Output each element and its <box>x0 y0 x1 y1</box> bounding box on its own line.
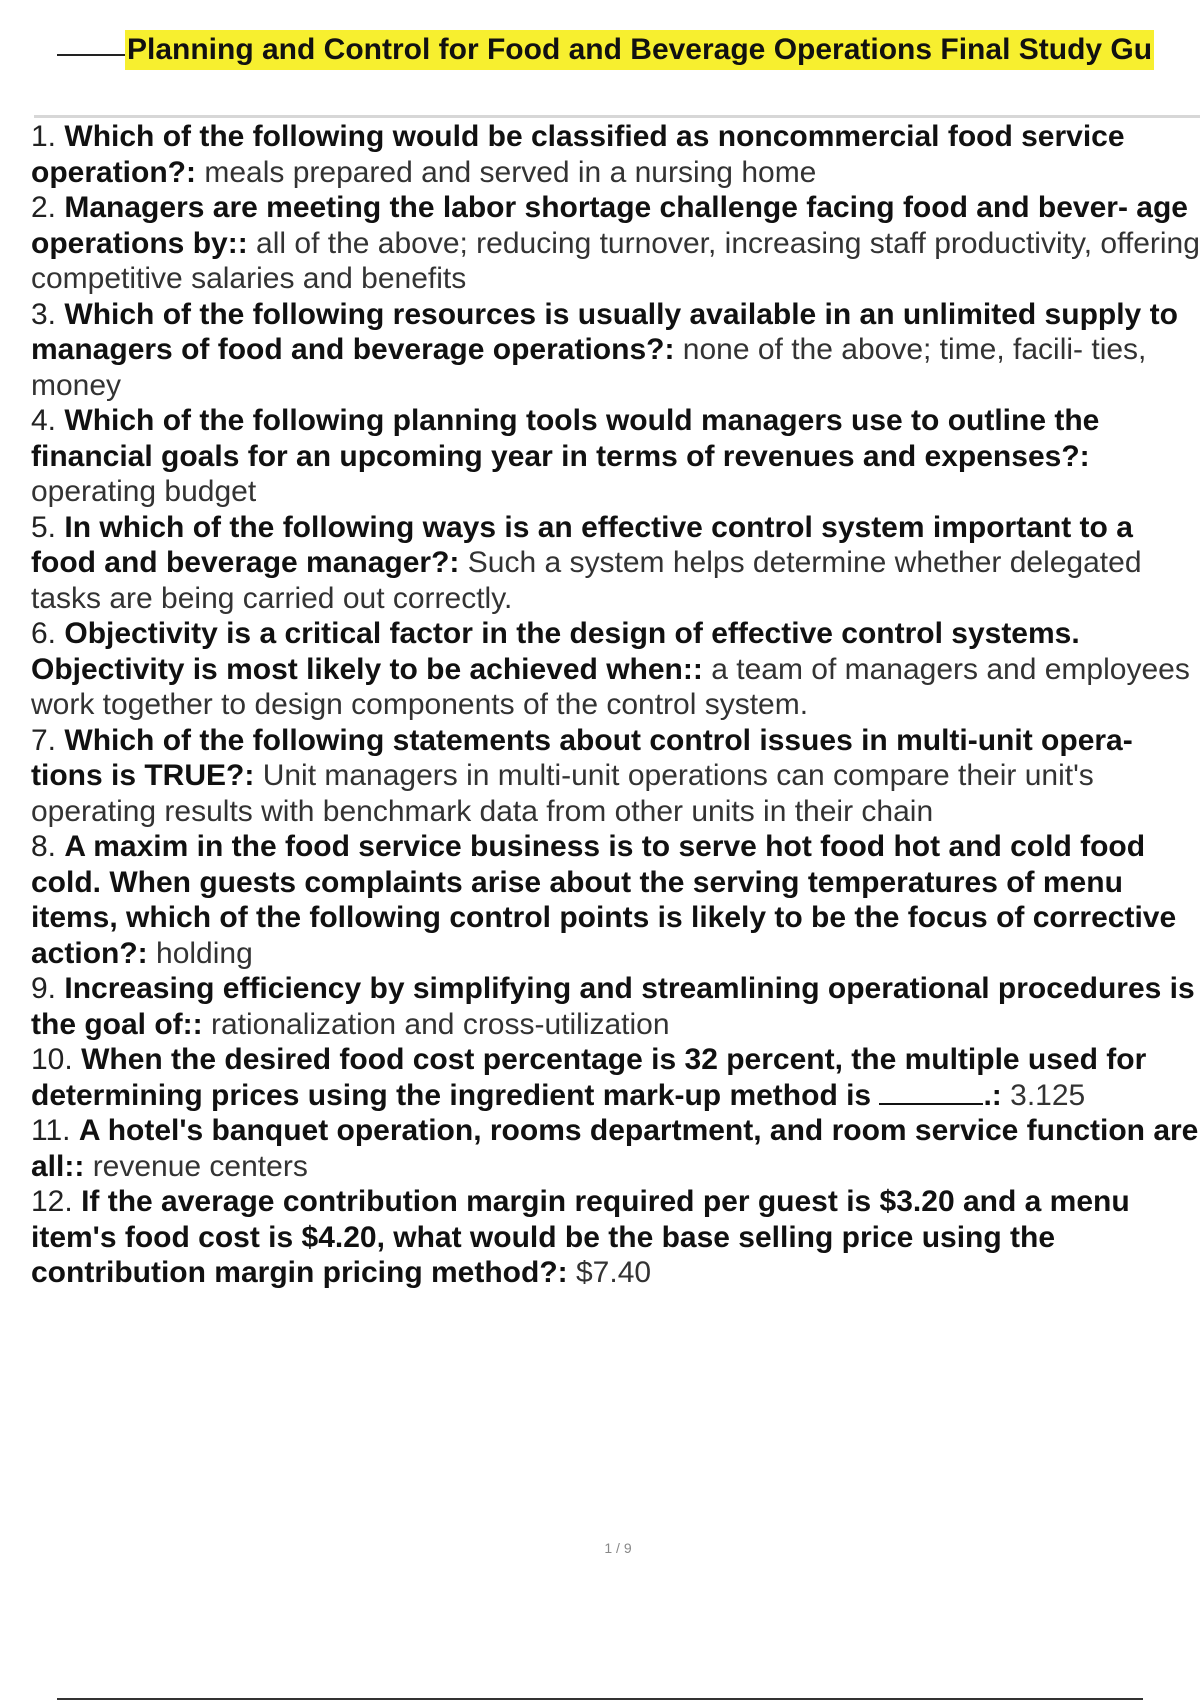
question-text: A hotel's banquet operation, rooms department, and room service function are all:: <box>31 1114 1199 1183</box>
answer-text: Unit managers in multi-unit operations can compare their unit's operating results with benchmark data from other units in their chain <box>31 759 1094 828</box>
item-number: 12. <box>31 1185 73 1218</box>
answer-text: $7.40 <box>575 1256 652 1289</box>
qa-item-7 <box>31 723 1200 830</box>
item-number: 8. <box>31 830 57 863</box>
qa-list <box>31 119 1200 1291</box>
question-suffix: .: <box>983 1078 1002 1112</box>
question-text: Which of the following resources is usually available in an unlimited supply to managers of food and beverage operations?: <box>31 297 1178 366</box>
qa-item-5 <box>31 510 1200 617</box>
document-title: Planning and Control for Food and Beverage Operations Final Study Gu <box>125 30 1154 70</box>
question-text: Which of the following statements about control issues in multi-unit opera- tions is TRUE?: <box>31 723 1133 792</box>
question-text: Which of the following would be classified as noncommercial food service operation?: <box>31 120 1125 189</box>
question-text: Which of the following planning tools would managers use to outline the financial goals for an upcoming year in terms of revenues and expenses?: <box>31 404 1100 473</box>
qa-item-10 <box>31 1042 1200 1113</box>
page-number: 1 / 9 <box>604 1540 632 1556</box>
question-text: When the desired food cost percentage is 32 percent, the multiple used for determining prices using the ingredient mark-up method is <box>31 1043 1147 1112</box>
qa-item-9 <box>31 971 1200 1042</box>
item-number: 3. <box>31 297 57 331</box>
qa-item-2 <box>31 190 1200 297</box>
answer-text: none of the above; time, facili- ties, money <box>31 333 1147 402</box>
answer-text: meals prepared and served in a nursing home <box>204 155 817 189</box>
qa-item-6 <box>31 616 1200 723</box>
question-text: Managers are meeting the labor shortage challenge facing food and bever- age operations by:: <box>31 191 1188 260</box>
question-text: Increasing efficiency by simplifying and streamlining operational procedures is the goal of:: <box>31 972 1195 1041</box>
question-text: Objectivity is a critical factor in the design of effective control systems. Objectivity is most likely to be achieved when:: <box>31 617 1080 686</box>
answer-text: 3.125 <box>1010 1078 1086 1112</box>
item-number: 11. <box>31 1114 71 1147</box>
qa-item-11 <box>31 1113 1200 1184</box>
question-text: If the average contribution margin required per guest is $3.20 and a menu item's food cost is $4.20, what would be the base selling price using the contribution margin pricing method?: <box>31 1185 1130 1289</box>
item-number: 5. <box>31 510 57 544</box>
item-number: 2. <box>31 191 57 224</box>
item-number: 6. <box>31 617 57 650</box>
answer-text: rationalization and cross-utilization <box>210 1007 670 1041</box>
answer-text: all of the above; reducing turnover, increasing staff productivity, offering competitive salaries and benefits <box>31 226 1200 295</box>
answer-text: a team of managers and employees work together to design components of the control system. <box>31 652 1190 721</box>
answer-text: operating budget <box>31 475 257 508</box>
question-text: In which of the following ways is an effective control system important to a food and beverage manager?: <box>31 510 1133 579</box>
qa-item-3 <box>31 297 1200 404</box>
item-number: 7. <box>31 723 57 757</box>
answer-text: revenue centers <box>92 1149 308 1183</box>
item-number: 10. <box>31 1043 73 1076</box>
item-number: 4. <box>31 404 57 437</box>
header-divider <box>34 115 1200 118</box>
answer-text: Such a system helps determine whether delegated tasks are being carried out correctly. <box>31 546 1142 615</box>
qa-item-12 <box>31 1184 1200 1291</box>
fill-in-blank <box>879 1079 983 1105</box>
item-number: 9. <box>31 972 57 1005</box>
title-underline-rule <box>57 54 125 56</box>
item-number: 1. <box>31 120 57 153</box>
question-text: A maxim in the food service business is to serve hot food hot and cold food cold. When guests complaints arise about the serving temperatures of menu items, which of the following control points is likely to be the focus of corrective action?: <box>31 830 1177 970</box>
qa-item-8 <box>31 829 1200 971</box>
answer-text: holding <box>156 936 253 970</box>
document-title-row <box>57 30 1200 74</box>
qa-item-1 <box>31 119 1200 190</box>
qa-item-4 <box>31 403 1200 510</box>
